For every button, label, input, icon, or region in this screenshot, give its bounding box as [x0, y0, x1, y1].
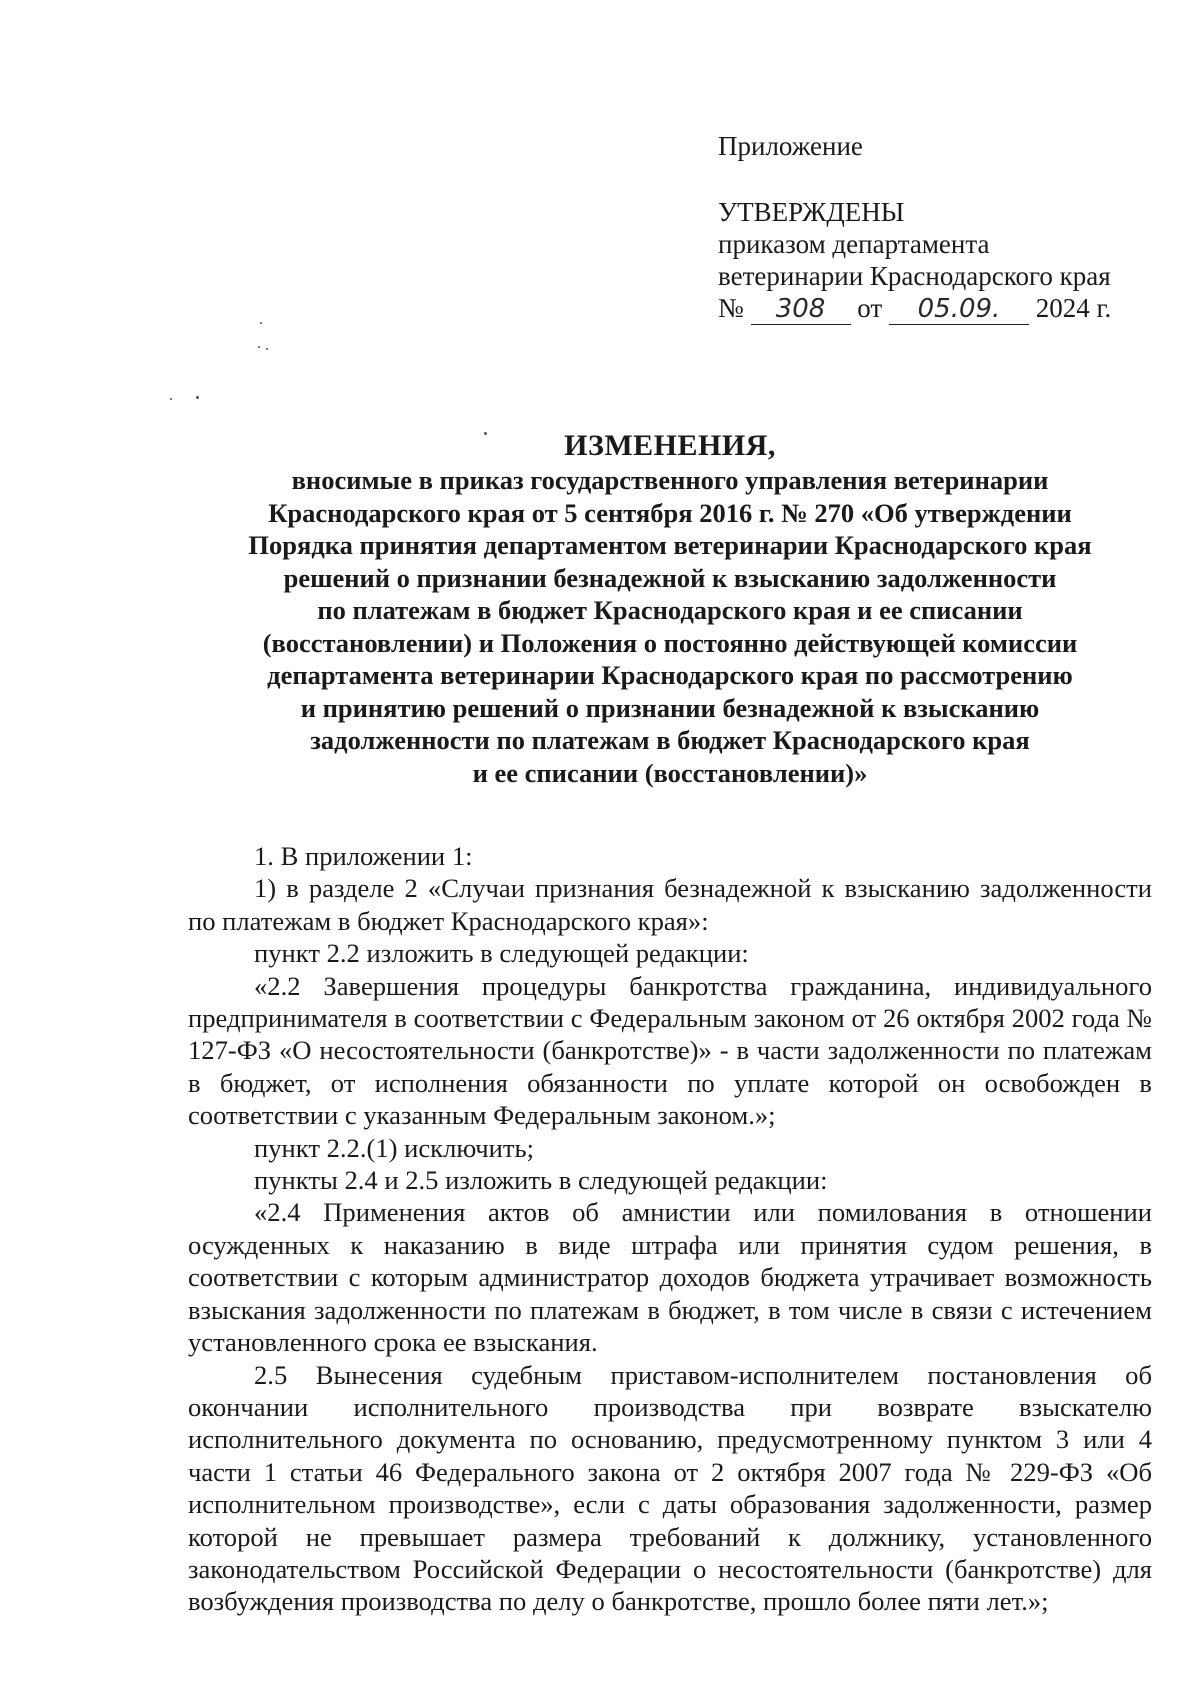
title-line: Порядка принятия департаментом ветеринарии Краснодарского края [248, 530, 1092, 560]
approved-by-order: приказом департамента [718, 229, 990, 259]
document-body [188, 840, 1152, 1618]
body-paragraph: 1. В приложении 1: [254, 841, 473, 871]
scan-speck [258, 346, 260, 348]
title-line: (восстановлении) и Положения о постоянно действующей комиссии [262, 627, 1078, 658]
approved-label: УТВЕРЖДЕНЫ [718, 197, 905, 227]
title-line: по платежам в бюджет Краснодарского края и ее списании [317, 595, 1023, 625]
body-paragraph: «2.2 Завершения процедуры банкротства гражданина, индивидуального предпринимателя в соответствии с Федеральным законом от 26 октября 2002 года № 127-ФЗ «О несостоятельности (банкротстве)» - в части задолженности по платежам в бюджет, от исполнения обязанности по уплате которой он освобожден в соответствии с указанным Федеральным законом.»; [188, 970, 1152, 1131]
scan-speck [196, 396, 199, 399]
date-prefix: от [857, 293, 883, 323]
scan-speck [266, 348, 268, 350]
body-paragraph: пункты 2.4 и 2.5 изложить в следующей редакции: [254, 1165, 828, 1196]
order-number-handwritten: 308 [751, 296, 851, 325]
body-paragraph: 1) в разделе 2 «Случаи признания безнадежной к взысканию задолженности по платежам в бюджет Краснодарского края»: [188, 873, 1152, 936]
title-line: и принятию решений о признании безнадежной к взысканию [300, 692, 1040, 723]
body-paragraph: 2.5 Вынесения судебным приставом-исполнителем постановления об окончании исполнительного производства при возврате взыскателю исполнительного документа по основанию, предусмотренному пунктом 3 или 4 части 1 статьи 46 Федерального закона от 2 октября 2007 года № 229-ФЗ «Об исполнительном производстве», если с даты образования задолженности, размер которой не превышает размера требований к должнику, установленного законодательством Российской Федерации о несостоятельности (банкротстве) для возбуждения производства по делу о банкротстве, прошло более пяти лет.»; [188, 1359, 1152, 1617]
title-line: решений о признании безнадежной к взысканию задолженности [283, 562, 1057, 593]
title-line: Краснодарского края от 5 сентября 2016 г. № 270 «Об утверждении [268, 497, 1072, 528]
number-prefix: № [718, 293, 744, 323]
order-date-handwritten: 05.09. [889, 296, 1029, 325]
document-title [180, 428, 1160, 789]
approved-department: ветеринарии Краснодарского края [718, 261, 1111, 291]
scan-speck [170, 398, 172, 400]
title-line: департамента ветеринарии Краснодарского края по рассмотрению [267, 660, 1073, 690]
order-year: 2024 г. [1035, 293, 1112, 323]
appendix-label: Приложение [718, 131, 863, 161]
body-paragraph: пункт 2.2 изложить в следующей редакции: [254, 938, 749, 969]
order-number-line [718, 292, 1178, 325]
title-heading: ИЗМЕНЕНИЯ, [564, 429, 776, 462]
approval-block [718, 130, 1178, 325]
title-line: вносимые в приказ государственного управления ветеринарии [291, 465, 1049, 495]
title-line: и ее списании (восстановлении)» [472, 757, 868, 788]
body-paragraph: пункт 2.2.(1) исключить; [254, 1132, 534, 1163]
body-paragraph: «2.4 Применения актов об амнистии или помилования в отношении осужденных к наказанию в виде штрафа или принятия судом решения, в соответствии с которым администратор доходов бюджета утрачивает возможность взыскания задолженности по платежам в бюджет, в том числе в связи с истечением установленного срока ее взыскания. [188, 1197, 1152, 1358]
scan-speck [260, 322, 262, 324]
title-line: задолженности по платежам в бюджет Краснодарского края [310, 725, 1030, 755]
